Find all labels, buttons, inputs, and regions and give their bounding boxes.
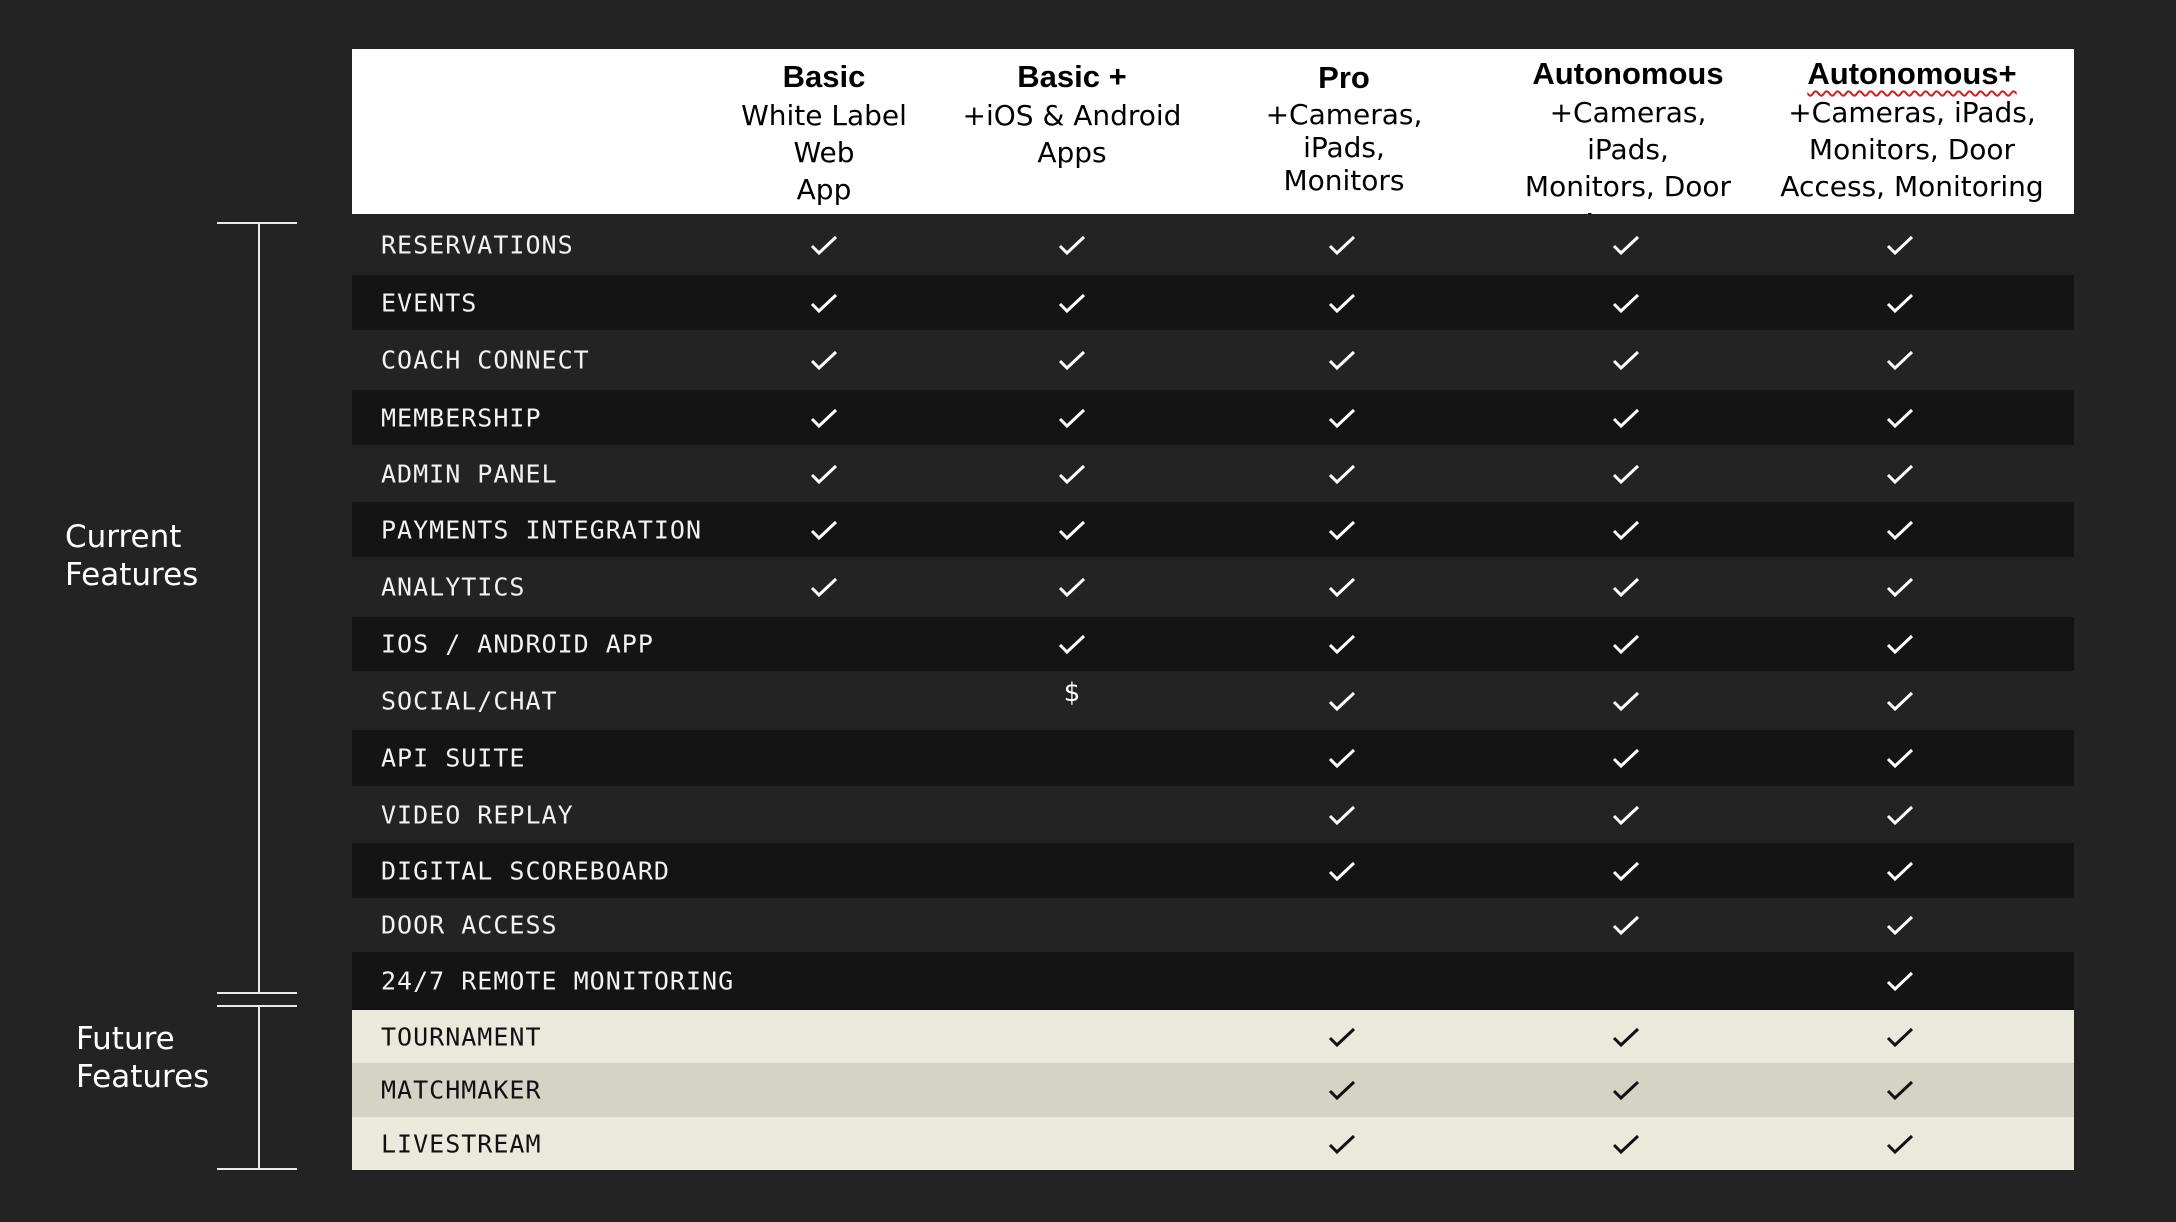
plan-autonomous-plus [1772,54,2052,205]
current-features-label: Current Features [65,519,199,593]
feature-label: EVENTS [381,288,478,317]
check-icon [1606,1079,1646,1101]
feature-label: TOURNAMENT [381,1022,542,1051]
feature-row [352,952,2074,1010]
pricing-feature-table [352,49,2074,1170]
current-bracket-bottom [217,992,297,994]
check-icon [1880,349,1920,371]
check-icon [1606,1026,1646,1048]
plan-name: Basic [782,59,866,94]
check-icon [1606,633,1646,655]
current-bracket-top [217,222,297,224]
check-icon [1322,747,1362,769]
check-icon [1880,1079,1920,1101]
check-icon [804,349,844,371]
plan-description: +iOS & Android Apps [962,99,1182,169]
future-features-label: Future Features [76,1021,210,1095]
check-icon [1606,690,1646,712]
plan-description: +Cameras, iPads, Monitors, Door [1524,96,1732,203]
future-bracket-bottom [217,1168,297,1170]
feature-row [352,214,2074,275]
check-icon [1322,519,1362,541]
check-icon [1880,747,1920,769]
check-icon [1322,804,1362,826]
feature-label: DIGITAL SCOREBOARD [381,856,670,885]
feature-label: ANALYTICS [381,572,526,602]
check-icon [1880,914,1920,936]
check-icon [1322,234,1362,256]
check-icon [804,234,844,256]
check-icon [1606,407,1646,429]
current-bracket-line [258,222,260,992]
check-icon [1606,804,1646,826]
feature-row [352,617,2074,671]
feature-row [352,1117,2074,1170]
check-icon [804,292,844,314]
plans-header [352,49,2074,214]
plan-name: Autonomous [1532,56,1724,91]
future-bracket-line [258,1005,260,1169]
check-icon [1322,860,1362,882]
check-icon [1052,292,1092,314]
check-icon [1322,349,1362,371]
check-icon [804,463,844,485]
plan-name [1772,54,2052,94]
plan-basic [710,57,938,208]
check-icon [1880,234,1920,256]
check-icon [1052,234,1092,256]
feature-label: DOOR ACCESS [381,910,558,940]
check-icon [1052,407,1092,429]
check-icon [1880,463,1920,485]
check-icon [1606,747,1646,769]
check-icon [1880,1026,1920,1048]
check-icon [1052,463,1092,485]
check-icon [1880,407,1920,429]
feature-row [352,671,2074,730]
feature-label: IOS / ANDROID APP [381,629,654,659]
feature-row [352,275,2074,330]
check-icon [1052,349,1092,371]
check-icon [1880,804,1920,826]
check-icon [1322,1133,1362,1155]
check-icon [1606,234,1646,256]
feature-row [352,786,2074,843]
check-icon [804,519,844,541]
check-icon [1880,519,1920,541]
check-icon [1606,1133,1646,1155]
feature-label: MATCHMAKER [381,1075,542,1105]
check-icon [1880,292,1920,314]
check-icon [1322,576,1362,598]
feature-row [352,1063,2074,1117]
plan-basic-plus [958,57,1186,171]
check-icon [1322,407,1362,429]
check-icon [1606,914,1646,936]
check-icon [1880,1133,1920,1155]
check-icon [1606,292,1646,314]
feature-label: MEMBERSHIP [381,403,542,432]
check-icon [1052,576,1092,598]
feature-row [352,843,2074,898]
feature-label: API SUITE [381,743,526,773]
spellcheck-underline: Autonomous+ [1807,56,2017,91]
check-icon [1606,349,1646,371]
feature-label: 24/7 REMOTE MONITORING [381,966,735,996]
check-icon [1606,519,1646,541]
check-icon [1052,633,1092,655]
future-bracket-top [217,1005,297,1007]
plan-pro [1226,58,1462,197]
feature-label: SOCIAL/CHAT [381,686,558,715]
feature-label: LIVESTREAM [381,1129,542,1158]
check-icon [1880,633,1920,655]
feature-row [352,557,2074,617]
plan-name: Pro [1318,60,1370,95]
feature-row [352,502,2074,557]
check-icon [1880,970,1920,992]
check-icon [1880,860,1920,882]
check-icon [1322,292,1362,314]
addon-price-mark: $ [1063,677,1081,708]
check-icon [1322,1026,1362,1048]
check-icon [1880,690,1920,712]
feature-row [352,330,2074,390]
feature-label: PAYMENTS INTEGRATION [381,515,703,544]
feature-row [352,445,2074,502]
feature-label: RESERVATIONS [381,230,574,259]
check-icon [1322,690,1362,712]
feature-label: ADMIN PANEL [381,459,558,488]
plan-name: Basic + [1017,59,1127,94]
feature-row [352,1010,2074,1063]
feature-row [352,898,2074,952]
plan-description: White Label Web App [741,99,907,206]
check-icon [1606,860,1646,882]
feature-row [352,730,2074,786]
check-icon [1880,576,1920,598]
plan-description: +Cameras, iPads, Monitors, Door Access, Monitoring [1780,96,2044,203]
check-icon [1322,1079,1362,1101]
check-icon [804,407,844,429]
feature-label: VIDEO REPLAY [381,800,574,829]
check-icon [1322,633,1362,655]
check-icon [1322,463,1362,485]
check-icon [1052,519,1092,541]
check-icon [1606,463,1646,485]
check-icon [804,576,844,598]
feature-label: COACH CONNECT [381,345,590,375]
plan-description: +Cameras, iPads, Monitors [1265,98,1423,197]
feature-row [352,390,2074,445]
check-icon [1606,576,1646,598]
